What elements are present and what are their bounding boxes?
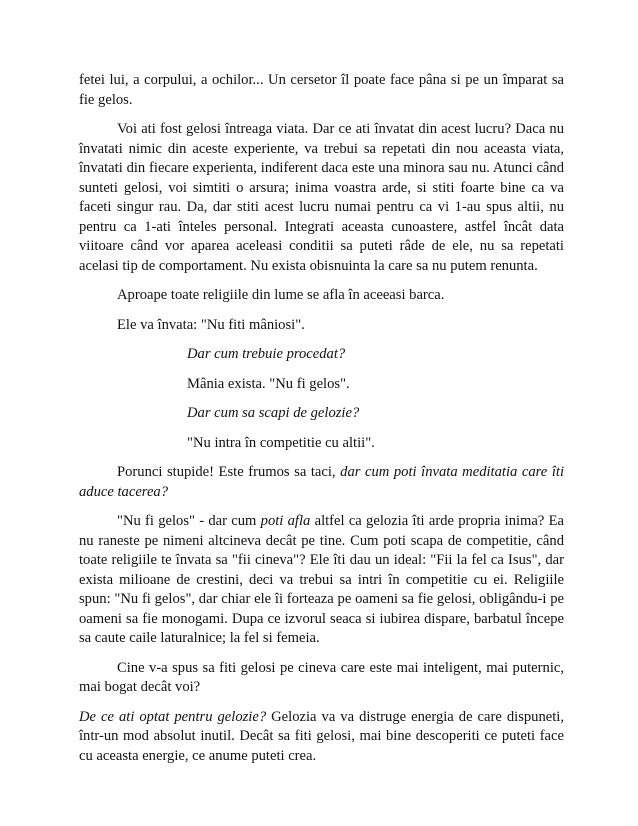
paragraph-5-italic: dar cum poti învata meditatia care îti aduce tacerea? (79, 464, 564, 500)
paragraph-7: Cine v-a spus sa fiti gelosi pe cineva care este mai inteligent, mai puternic, mai bogat decât voi? (79, 659, 564, 695)
paragraph-3: Aproape toate religiile din lume se afla în aceeasi barca. (117, 287, 445, 303)
paragraph-4: Ele va învata: "Nu fiti mâniosi". (117, 316, 305, 333)
paragraph-6-italic: poti afla (260, 513, 311, 529)
paragraph-8-italic: De ce ati optat pentru gelozie? (79, 708, 267, 725)
paragraph-2: Voi ati fost gelosi întreaga viata. Dar ce ati învatat din acest lucru? Daca nu învatati nimic din aceste experiente, va trebui sa repetati din nou aceasta viata, învatati din fiecare experienta, indiferent daca este una minora sau nu. Atunci când sunteti gelosi, voi simtiti o arsura; inima voastra arde, si stiti foarte bine ca va faceti singur rau. Da, dar stiti acest lucru numai pentru ca vi 1-au spus altii, nu pentru ca 1-ati înteles personal. Integrati aceasta cunoastere, astfel încât data viitoare când vor aparea aceleasi conditii sa puteti râde de ele, nu sa repetati acelasi tip de comportament. Nu exista obisnuinta la care sa nu putem renunta. (79, 121, 564, 274)
paragraph-6-text-a: "Nu fi gelos" - dar cum (117, 513, 261, 529)
quote-line-1 (187, 345, 564, 365)
paragraph-1: fetei lui, a corpului, a ochilor... Un cersetor îl poate face pâna si pe un împarat sa fie gelos. (79, 72, 564, 108)
quote-line-4: "Nu intra în competitie cu altii". (187, 434, 375, 451)
paragraph-5 (79, 463, 564, 502)
paragraph-8 (79, 708, 564, 767)
paragraph-8-text: Gelozia va va distruge energia de care dispuneti, într-un mod absolut inutil. Decât sa fiti gelosi, mai bine descoperiti ce puteti face cu aceasta energie, ce anume puteti crea. (79, 708, 565, 764)
paragraph-6 (79, 512, 564, 649)
quote-line-3 (187, 404, 564, 424)
quote-line-3-text: Dar cum sa scapi de gelozie? (187, 405, 360, 421)
quote-line-1-text: Dar cum trebuie procedat? (187, 346, 346, 362)
paragraph-6-text-b: altfel ca gelozia îti arde propria inima? Ea nu raneste pe nimeni altcineva decât pe tine. Cum poti scapa de competitie, când toate religiile te învata sa "fii cineva"? Ele îti dau un ideal: "Fii la fel ca Isus", dar exista milioane de crestini, deci va trebui sa intri în competitie cu ei. Religiile spun: "Nu fi gelos", dar chiar ele îi forteaza pe oameni sa fie gelosi, obligându-i pe oameni sa fie monogami. Dupa ce izvorul seaca si iubirea dispare, barbatul începe sa caute caile laturalnice; la fel si femeia. (79, 513, 564, 646)
quote-line-2: Mânia exista. "Nu fi gelos". (187, 375, 350, 392)
document-page (79, 71, 564, 776)
paragraph-5-text: Porunci stupide! Este frumos sa taci, (117, 464, 341, 480)
